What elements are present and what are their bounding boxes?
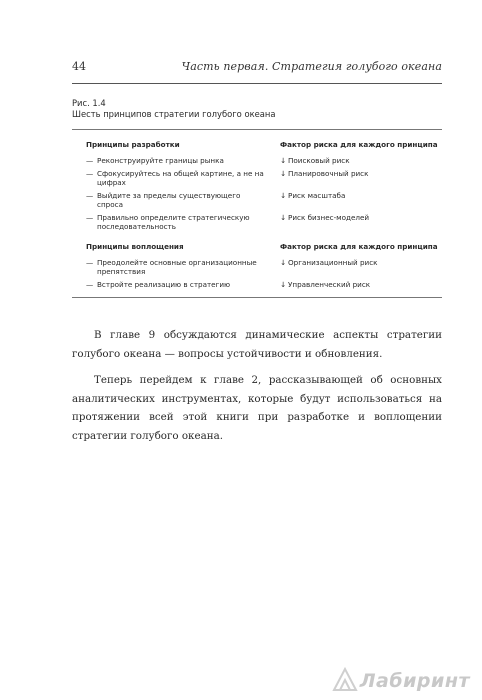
figure-caption: Шесть принципов стратегии голубого океана xyxy=(72,109,276,119)
principle-row xyxy=(72,280,442,289)
principle-row xyxy=(72,258,442,276)
body-text xyxy=(72,326,442,453)
down-arrow-icon: ↓ xyxy=(280,169,287,178)
watermark-logo-icon xyxy=(332,666,358,692)
running-title: Часть первая. Стратегия голубого океана xyxy=(181,60,442,73)
risk-text: Планировочный риск xyxy=(288,169,369,178)
section-heading-right: Фактор риска для каждого принципа xyxy=(280,140,438,149)
header-rule xyxy=(72,83,442,84)
principle-text: Реконструируйте границы рынка xyxy=(97,156,224,165)
principle-row xyxy=(72,213,442,231)
dash-marker: — xyxy=(86,213,94,222)
dash-marker: — xyxy=(86,258,94,267)
down-arrow-icon: ↓ xyxy=(280,191,287,200)
figure-top-rule xyxy=(72,129,442,130)
principle-row xyxy=(72,156,442,165)
principle-text: Выйдите за пределы существующего спроса xyxy=(97,191,241,209)
principle-row xyxy=(72,191,442,209)
figure-bottom-rule xyxy=(72,297,442,298)
down-arrow-icon: ↓ xyxy=(280,280,287,289)
risk-text: Поисковый риск xyxy=(288,156,350,165)
dash-marker: — xyxy=(86,191,94,200)
running-header xyxy=(72,60,442,78)
figure-label: Рис. 1.4 xyxy=(72,98,106,108)
down-arrow-icon: ↓ xyxy=(280,156,287,165)
principle-text: Правильно определите стратегическую последовательность xyxy=(97,213,250,231)
body-paragraph: В главе 9 обсуждаются динамические аспекты стратегии голубого океана — вопросы устойчивости и обновления. xyxy=(72,329,442,360)
risk-text: Риск бизнес-моделей xyxy=(288,213,370,222)
section-heading-left: Принципы разработки xyxy=(86,140,180,149)
body-paragraph: Теперь перейдем к главе 2, рассказывающей об основных аналитических инструментах, которые будут использоваться на протяжении всей этой книги при разработке и воплощении стратегии голубого океана. xyxy=(72,374,442,442)
down-arrow-icon: ↓ xyxy=(280,258,287,267)
dash-marker: — xyxy=(86,280,94,289)
section-design-principles xyxy=(72,140,442,156)
risk-text: Риск масштаба xyxy=(288,191,346,200)
principle-text: Преодолейте основные организационные препятствия xyxy=(97,258,257,276)
section-execution-principles xyxy=(72,242,442,258)
section-heading-left: Принципы воплощения xyxy=(86,242,184,251)
risk-text: Управленческий риск xyxy=(288,280,371,289)
risk-text: Организационный риск xyxy=(288,258,378,267)
page-number: 44 xyxy=(72,60,86,73)
figure-block xyxy=(72,98,442,298)
watermark-text: Лабиринт xyxy=(359,670,470,692)
down-arrow-icon: ↓ xyxy=(280,213,287,222)
labirint-watermark xyxy=(332,666,470,692)
principle-text: Сфокусируйтесь на общей картине, а не на цифрах xyxy=(97,169,264,187)
dash-marker: — xyxy=(86,156,94,165)
section-heading-right: Фактор риска для каждого принципа xyxy=(280,242,438,251)
dash-marker: — xyxy=(86,169,94,178)
principle-row xyxy=(72,169,442,187)
principle-text: Встройте реализацию в стратегию xyxy=(97,280,231,289)
